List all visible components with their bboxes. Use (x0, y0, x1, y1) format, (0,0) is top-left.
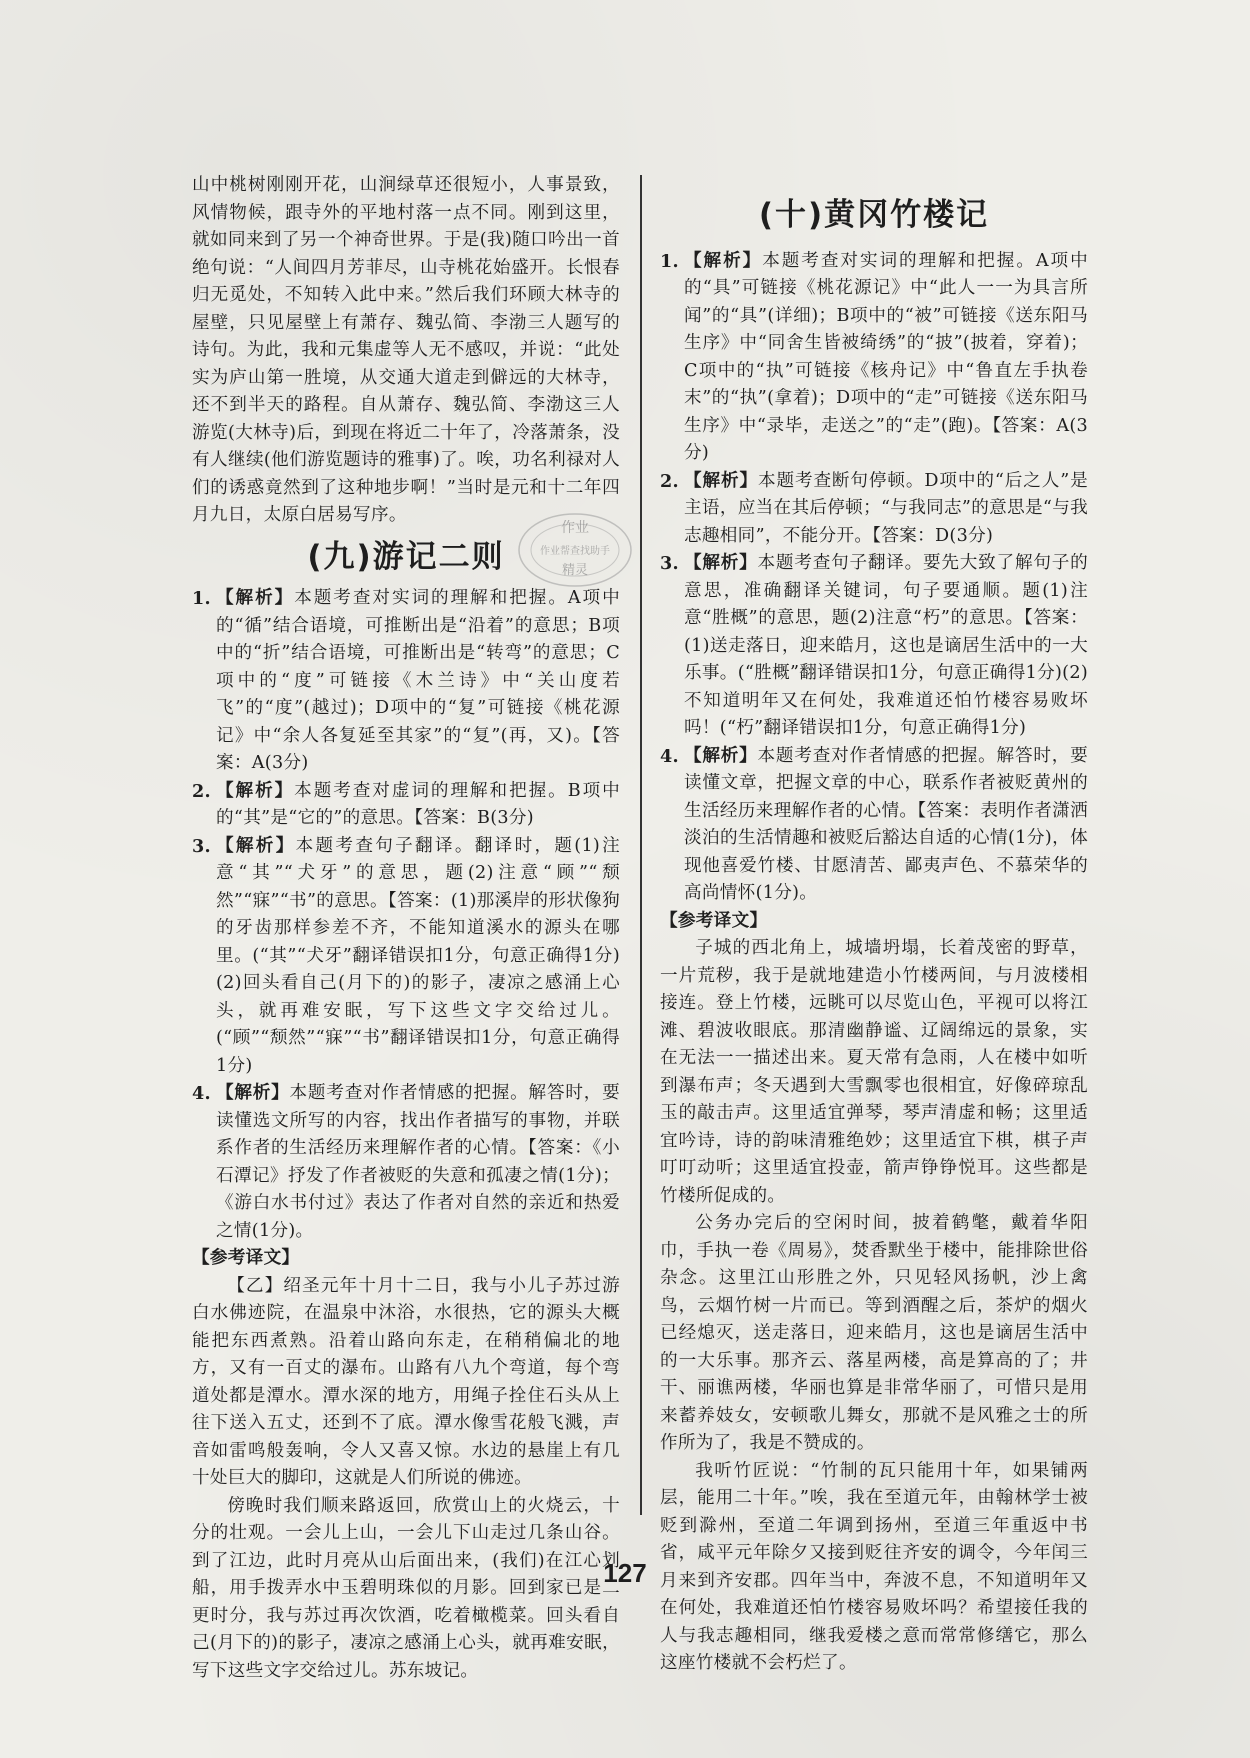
answer-item (192, 778, 620, 833)
stamp-top-text: 作业 (561, 520, 589, 536)
item-number: 4. (192, 1083, 211, 1104)
answer-item (660, 468, 1088, 551)
analysis-tag: 【解析】 (684, 553, 758, 573)
answer-item (660, 743, 1088, 908)
item-number: 3. (192, 835, 211, 857)
section-title-9: (九)游记二则 (307, 538, 505, 575)
left-column (192, 172, 620, 1685)
item-text: 本题考查对实词的理解和把握。A项中的“具”可链接《桃花源记》中“此人一一为具言所闻”的“具”(详细)；B项中的“被”可链接《送东阳马生序》中“同舍生皆被绮绣”的“披”(披着，穿着)；C项中的“执”可链接《核舟记》中“鲁直左手执卷末”的“执”(拿着)；D项中的“走”可链接《送东阳马生序》中“录毕，走送之”的“走”(跑)。【答案：A(3分) (684, 250, 1088, 463)
page-number: 127 (603, 1558, 647, 1588)
item-text: 本题考查对虚词的理解和把握。B项中的“其”是“它的”的意思。【答案：B(3分) (216, 780, 620, 828)
analysis-tag: 【解析】 (684, 745, 758, 766)
item-text: 本题考查句子翻译。翻译时，题(1)注意“其”“犬牙”的意思，题(2)注意“顾”“颓然”“寐”“书”的意思。【答案：(1)那溪岸的形状像狗的牙齿那样参差不齐，不能知道溪水的源头在哪里。(“其”“犬牙”翻译错误扣1分，句意正确得1分)(2)回头看自己(月下的)的影子，凄凉之感涌上心头，就再难安眠，写下这些文字交给过儿。(“顾”“颓然”“寐”“书”翻译错误扣1分，句意正确得1分) (216, 835, 621, 1076)
item-text: 本题考查句子翻译。要先大致了解句子的意思，准确翻译关键词，句子要通顺。题(1)注意“胜概”的意思，题(2)注意“朽”的意思。【答案：(1)送走落日，迎来皓月，这也是谪居生活中的一大乐事。(“胜概”翻译错误扣1分，句意正确得1分)(2)不知道明年又在何处，我难道还怕竹楼容易败坏吗！(“朽”翻译错误扣1分，句意正确得1分) (684, 553, 1088, 738)
item-text: 本题考查对作者情感的把握。解答时，要读懂文章，把握文章的中心，联系作者被贬黄州的生活经历来理解作者的心情。【答案：表明作者潇洒淡泊的生活情趣和被贬后豁达自适的心情(1分)，体现他喜爱竹楼、甘愿清苦、鄙夷声色、不慕荣华的高尚情怀(1分)。 (684, 745, 1088, 903)
analysis-tag: 【解析】 (216, 588, 295, 608)
reference-paragraph: 子城的西北角上，城墙坍塌，长着茂密的野草，一片荒秽，我于是就地建造小竹楼两间，与月波楼相接连。登上竹楼，远眺可以尽览山色，平视可以将江滩、碧波收眼底。那清幽静谧、辽阔绵远的景象，实在无法一一描述出来。夏天常有急雨，人在楼中如听到瀑布声；冬天遇到大雪飘零也很相宜，好像碎琼乱玉的敲击声。这里适宜弹琴，琴声清虚和畅；这里适宜吟诗，诗的韵味清雅绝妙；这里适宜下棋，棋子声叮叮动听；这里适宜投壶，箭声铮铮悦耳。这些都是竹楼所促成的。 (660, 938, 1088, 1206)
answer-item (192, 833, 620, 1081)
analysis-tag: 【解析】 (684, 470, 758, 491)
watermark-stamp (515, 510, 635, 590)
item-number: 3. (660, 553, 679, 574)
column-divider (640, 175, 642, 1515)
item-number: 2. (660, 470, 679, 492)
reference-paragraph: 公务办完后的空闲时间，披着鹤氅，戴着华阳巾，手执一卷《周易》，焚香默坐于楼中，能排除世俗杂念。这里江山形胜之外，只见轻风扬帆，沙上禽鸟，云烟竹树一片而已。等到酒醒之后，茶炉的烟火已经熄灭，送走落日，迎来皓月，这也是谪居生活中的一大乐事。那齐云、落星两楼，高是算高的了；井干、丽谯两楼，华丽也算是非常华丽了，可惜只是用来蓄养妓女，安顿歌儿舞女，那就不是风雅之士的所作所为了，我是不赞成的。 (660, 1213, 1088, 1453)
stamp-bottom-text: 精灵 (561, 563, 589, 578)
analysis-tag: 【解析】 (684, 250, 763, 271)
reference-paragraph: 【乙】绍圣元年十月十二日，我与小儿子苏过游白水佛迹院，在温泉中沐浴，水很热，它的源头大概能把东西煮熟。沿着山路向东走，在稍稍偏北的地方，又有一百丈的瀑布。山路有八九个弯道，每个弯道处都是潭水。潭水深的地方，用绳子拴住石头从上往下送入五丈，还到不了底。潭水像雪花般飞溅，声音如雷鸣般轰响，令人又喜又惊。水边的悬崖上有几十处巨大的脚印，这就是人们所说的佛迹。 (192, 1275, 620, 1488)
analysis-tag: 【解析】 (216, 780, 295, 801)
item-number: 1. (660, 250, 679, 272)
item-text: 本题考查对实词的理解和把握。A项中的“循”结合语境，可推断出是“沿着”的意思；B项中的“折”结合语境，可推断出是“转弯”的意思；C项中的“度”可链接《木兰诗》中“关山度若飞”的“度”(越过)；D项中的“复”可链接《桃花源记》中“余人各复延至其家”的“复”(再，又)。【答案：A(3分) (216, 588, 620, 773)
answer-item (192, 585, 620, 778)
analysis-tag: 【解析】 (216, 835, 296, 856)
reference-translation-label: 【参考译文】 (660, 910, 768, 931)
reference-translation-label: 【参考译文】 (192, 1248, 300, 1268)
answer-item (660, 248, 1088, 468)
item-number: 4. (660, 745, 679, 767)
intro-text: 山中桃树刚刚开花，山涧绿草还很短小，人事景致，风情物候，跟寺外的平地村落一点不同。刚到这里，就如同来到了另一个神奇世界。于是(我)随口吟出一首绝句说：“人间四月芳菲尽，山寺桃花始盛开。长恨春归无觅处，不知转入此中来。”然后我们环顾大林寺的屋壁，只见屋壁上有萧存、魏弘简、李渤三人题写的诗句。为此，我和元集虚等人无不感叹，并说：“此处实为庐山第一胜境，从交通大道走到僻远的大林寺，还不到半天的路程。自从萧存、魏弘简、李渤这三人游览(大林寺)后，到现在将近二十年了，冷落萧条，没有人继续(他们游览题诗的雅事)了。唉，功名利禄对人们的诱惑竟然到了这种地步啊！”当时是元和十二年四月九日，太原白居易写序。 (192, 175, 620, 525)
reference-paragraph: 我听竹匠说：“竹制的瓦只能用十年，如果铺两层，能用二十年。”唉，我在至道元年，由翰林学士被贬到滁州，至道二年调到扬州，至道三年重返中书省，咸平元年除夕又接到贬往齐安的调令，今年闰三月来到齐安郡。四年当中，奔波不息，不知道明年又在何处，我难道还怕竹楼容易败坏吗？希望接任我的人与我志趣相同，继我爱楼之意而常常修缮它，那么这座竹楼就不会朽烂了。 (660, 1460, 1088, 1673)
right-column (660, 172, 1088, 1678)
item-number: 1. (192, 588, 211, 609)
answer-item (660, 550, 1088, 743)
item-text: 本题考查断句停顿。D项中的“后之人”是主语，应当在其后停顿；“与我同志”的意思是“与我志趣相同”，不能分开。【答案：D(3分) (684, 470, 1089, 546)
answer-item (192, 1080, 620, 1245)
item-text: 本题考查对作者情感的把握。解答时，要读懂选文所写的内容，找出作者描写的事物，并联系作者的生活经历来理解作者的心情。【答案：《小石潭记》抒发了作者被贬的失意和孤凄之情(1分)；《游白水书付过》表达了作者对自然的亲近和热爱之情(1分)。 (216, 1083, 620, 1241)
item-number: 2. (192, 780, 211, 802)
section-title-10: (十)黄冈竹楼记 (758, 197, 990, 233)
analysis-tag: 【解析】 (216, 1083, 290, 1103)
stamp-ring-text: 作业帮查找助手 (540, 546, 610, 557)
reference-paragraph: 傍晚时我们顺来路返回，欣赏山上的火烧云，十分的壮观。一会儿上山，一会儿下山走过几条山谷。到了江边，此时月亮从山后面出来，(我们)在江心划船，用手拨弄水中玉碧明珠似的月影。回到家已是二更时分，我与苏过再次饮酒，吃着橄榄菜。回头看自己(月下的)的影子，凄凉之感涌上心头，就再难安眠，写下这些文字交给过儿。苏东坡记。 (192, 1495, 620, 1681)
